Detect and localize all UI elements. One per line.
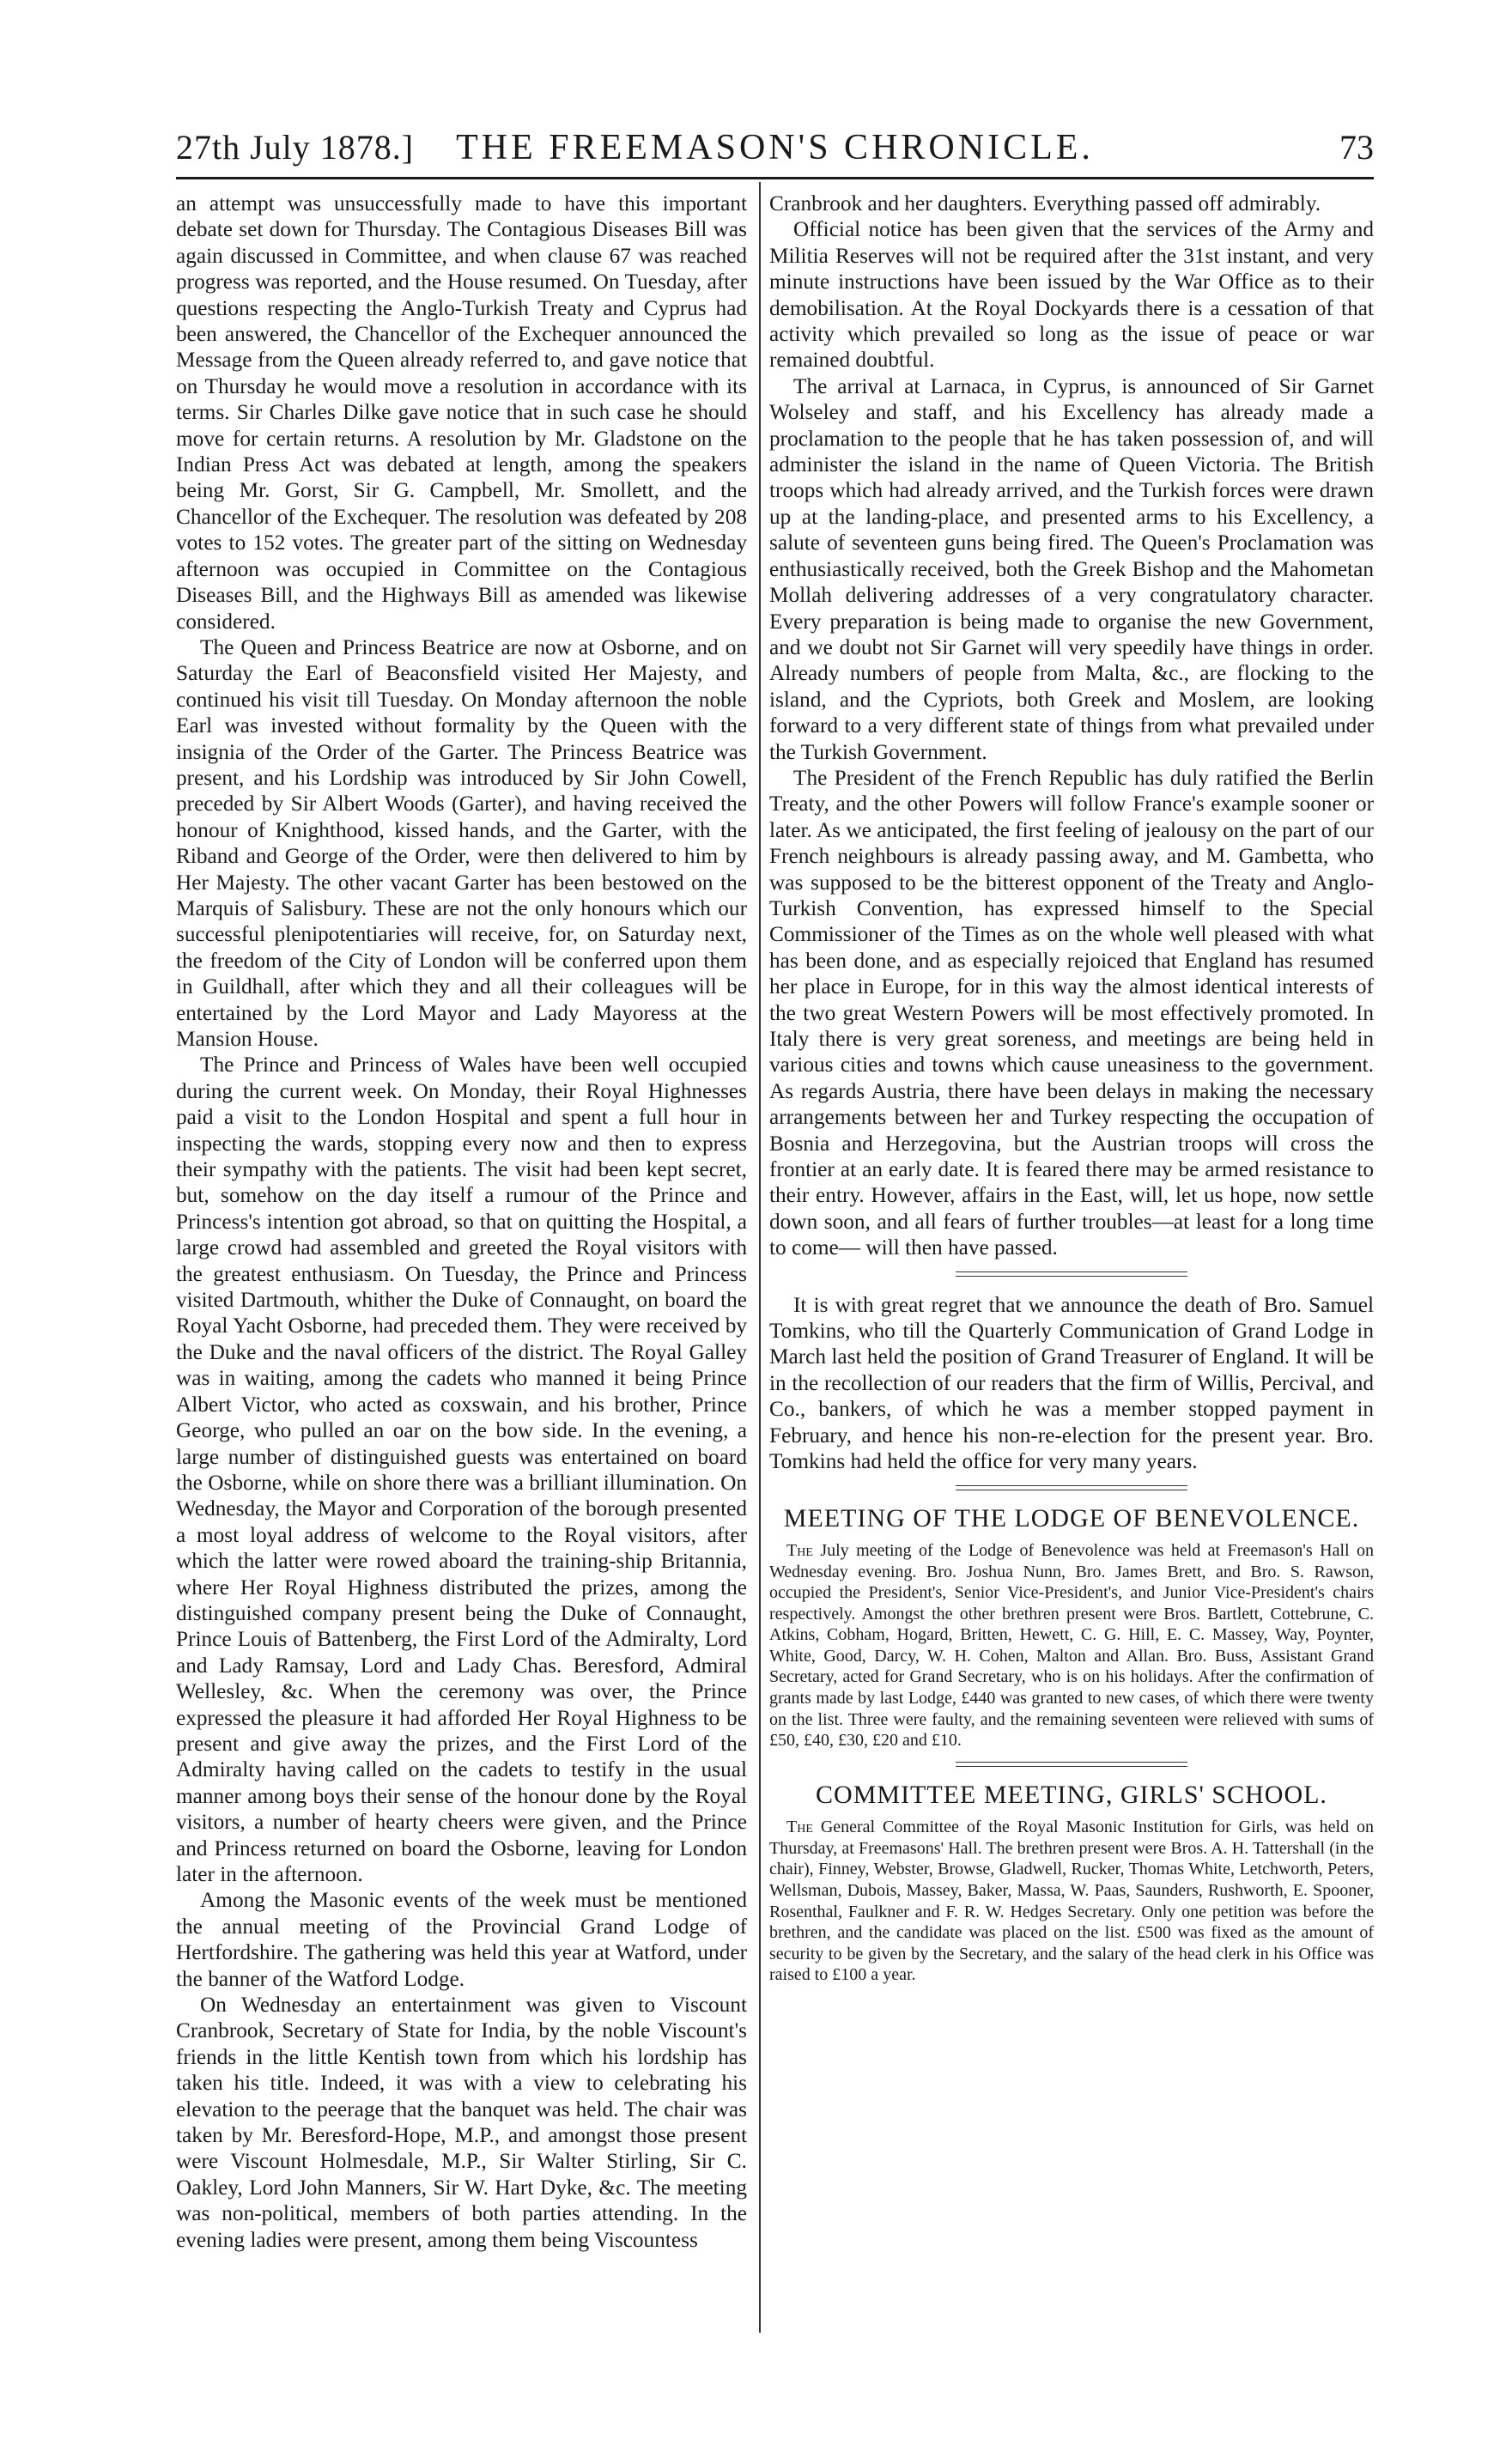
- report-body: July meeting of the Lodge of Benevolence was held at Freemason's Hall on Wednesday evening. Bro. Joshua Nunn, Bro. James Brett, and Bro. S. Rawson, occupied the President's, Senior Vice-President's, and Junior Vice-President's chairs respectively. Amongst the other brethren present were Bros. Bartlett, Cottebrune, C. Atkins, Cobham, Hogard, Britten, Hewett, C. G. Hill, E. C. Massey, Way, Poynter, White, Good, Darcy, W. H. Cohen, Malton and Allan. Bro. Buss, Assistant Grand Secretary, acted for Grand Secretary, who is on his holidays. After the confirmation of grants made by last Lodge, £440 was granted to new cases, of which there were twenty on the list. Three were faulty, and the remaining seventeen were relieved with sums of £50, £40, £30, £20 and £10.: [769, 1540, 1374, 1751]
- article-paragraph: an attempt was unsuccessfully made to have this important debate set down for Thursday. The Contagious Diseases Bill was again discussed in Committee, and when clause 67 was reached progress was reported, and the House resumed. On Tuesday, after questions respecting the Anglo-Turkish Treaty and Cyprus had been answered, the Chancellor of the Exchequer announced the Message from the Queen already referred to, and gave notice that on Thursday he would move a resolution in accordance with its terms. Sir Charles Dilke gave notice that in such case he should move for certain returns. A resolution by Mr. Gladstone on the Indian Press Act was debated at length, among the speakers being Mr. Gorst, Sir G. Campbell, Mr. Smollett, and the Chancellor of the Exchequer. The resolution was defeated by 208 votes to 152 votes. The greater part of the sitting on Wednesday afternoon was occupied in Committee on the Contagious Diseases Bill, and the Highways Bill as amended was likewise considered.: [176, 191, 747, 634]
- article-paragraph: The Queen and Princess Beatrice are now at Osborne, and on Saturday the Earl of Beaconsfield visited Her Majesty, and continued his visit till Tuesday. On Monday afternoon the noble Earl was invested without formality by the Queen with the insignia of the Order of the Garter. The Princess Beatrice was present, and his Lordship was introduced by Sir John Cowell, preceded by Sir Albert Woods (Garter), and having received the honour of Knighthood, kissed hands, and the Garter, with the Riband and George of the Order, were then delivered to him by Her Majesty. The other vacant Garter has been bestowed on the Marquis of Salisbury. These are not the only honours which our successful plenipotentiaries will receive, for, on Saturday next, the freedom of the City of London will be conferred upon them in Guildhall, after which they and all their colleagues will be entertained by the Lord Mayor and Lady Mayoress at the Mansion House.: [176, 634, 747, 1051]
- page-header: [176, 122, 1374, 173]
- column-rule: [759, 182, 761, 2333]
- right-column: [769, 191, 1374, 1986]
- article-paragraph: Among the Masonic events of the week must be mentioned the annual meeting of the Provincial Grand Lodge of Hertfordshire. The gathering was held this year at Watford, under the banner of the Watford Lodge.: [176, 1888, 747, 1991]
- benevolence-heading: MEETING OF THE LODGE OF BENEVOLENCE.: [783, 1503, 1360, 1532]
- article-paragraph: Official notice has been given that the services of the Army and Militia Reserves will not be required after the 31st instant, and very minute instructions have been issued by the War Office as to their demobilisation. At the Royal Dockyards there is a cessation of that activity which prevailed so long as the issue of peace or war remained doubtful.: [769, 217, 1374, 373]
- section-divider: [956, 1485, 1187, 1490]
- girls-school-heading: COMMITTEE MEETING, GIRLS' SCHOOL.: [816, 1780, 1327, 1809]
- article-paragraph: The Prince and Princess of Wales have been well occupied during the current week. On Monday, their Royal Highnesses paid a visit to the London Hospital and spent a full hour in inspecting the wards, stopping every now and then to express their sympathy with the patients. The visit had been kept secret, but, somehow on the day itself a rumour of the Prince and Princess's intention got abroad, so that on quitting the Hospital, a large crowd had assembled and greeted the Royal visitors with the greatest enthusiasm. On Tuesday, the Prince and Princess visited Dartmouth, whither the Duke of Connaught, on board the Royal Yacht Osborne, had preceded them. They were received by the Duke and the naval officers of the district. The Royal Galley was in waiting, among the cadets who manned it being Prince Albert Victor, who acted as coxswain, and his brother, Prince George, who pulled an oar on the bow side. In the evening, a large number of distinguished guests was entertained on board the Osborne, while on shore there was a brilliant illumination. On Wednesday, the Mayor and Corporation of the borough presented a most loyal address of welcome to the Royal visitors, after which the latter were rowed aboard the training-ship Britannia, where Her Royal Highness distributed the prizes, among the distinguished company present being the Duke of Connaught, Prince Louis of Battenberg, the First Lord of the Admiralty, Lord and Lady Ramsay, Lord and Lady Chas. Beresford, Admiral Wellesley, &c. When the ceremony was over, the Prince expressed the pleasure it had afforded Her Royal Highness to be present and give away the prizes, and the First Lord of the Admiralty having called on the cadets to testify in the usual manner among boys their sense of the honour done by the Royal visitors, a number of hearty cheers were given, and the Prince and Princess returned on board the Osborne, leaving for London later in the afternoon.: [176, 1053, 747, 1886]
- obituary-paragraph: It is with great regret that we announce the death of Bro. Samuel Tomkins, who till the Quarterly Communication of Grand Lodge in March last held the position of Grand Treasurer of England. It will be in the recollection of our readers that the firm of Willis, Percival, and Co., bankers, of which he was a member stopped payment in February, and hence his non-re-election for the present year. Bro. Tomkins had held the office for very many years.: [769, 1292, 1374, 1474]
- lead-word: The: [786, 1818, 813, 1837]
- left-column: [176, 191, 747, 2253]
- issue-date: 27th July 1878.]: [176, 128, 415, 167]
- article-paragraph: Cranbrook and her daughters. Everything passed off admirably.: [769, 191, 1321, 215]
- benevolence-report: [769, 1540, 1374, 1751]
- publication-title: THE FREEMASON'S CHRONICLE.: [456, 128, 1094, 167]
- article-paragraph: On Wednesday an entertainment was given to Viscount Cranbrook, Secretary of State for India, by the noble Viscount's friends in the little Kentish town from which his lordship has taken his title. Indeed, it was with a view to celebrating his elevation to the peerage that the banquet was held. The chair was taken by Mr. Beresford-Hope, M.P., and amongst those present were Viscount Holmesdale, M.P., Sir Walter Stirling, Sir C. Oakley, Lord John Manners, Sir W. Hart Dyke, &c. The meeting was non-political, members of both parties attending. In the evening ladies were present, among them being Viscountess: [176, 1993, 747, 2252]
- header-rule: [176, 177, 1374, 179]
- section-divider: [956, 1271, 1187, 1277]
- page-number: 73: [1339, 128, 1374, 167]
- lead-word: The: [786, 1540, 813, 1560]
- article-paragraph: The President of the French Republic has duly ratified the Berlin Treaty, and the other Powers will follow France's example sooner or later. As we anticipated, the first feeling of jealousy on the part of our French neighbours is already passing away, and M. Gambetta, who was supposed to be the bitterest opponent of the Treaty and Anglo-Turkish Convention, has expressed himself to the Special Commissioner of the Times as on the whole well pleased with what has been done, and as especially rejoiced that England has resumed her place in Europe, for in this way the almost identical interests of the two great Western Powers will be most effectively promoted. In Italy there is very great soreness, and meetings are being held in various cities and towns which cause uneasiness to the government. As regards Austria, there have been delays in making the necessary arrangements between her and Turkey respecting the occupation of Bosnia and Herzegovina, but the Austrian troops will cross the frontier at an early date. It is feared there may be armed resistance to their entry. However, affairs in the East, will, let us hope, now settle down soon, and all fears of further troubles—at least for a long time to come— will then have passed.: [769, 765, 1374, 1260]
- girls-school-report: [769, 1817, 1374, 1986]
- article-paragraph: The arrival at Larnaca, in Cyprus, is announced of Sir Garnet Wolseley and staff, and his Excellency has already made a proclamation to the people that he has taken possession of, and will administer the island in the name of Queen Victoria. The British troops which had already arrived, and the Turkish forces were drawn up at the landing-place, and presented arms to his Excellency, a salute of seventeen guns being fired. The Queen's Proclamation was enthusiastically received, both the Greek Bishop and the Mahometan Mollah delivering addresses of a very congratulatory character. Every preparation is being made to organise the new Government, and we doubt not Sir Garnet will very speedily have things in order. Already numbers of people from Malta, &c., are flocking to the island, and the Cypriots, both Greek and Moslem, are looking forward to a very different state of things from what prevailed under the Turkish Government.: [769, 373, 1374, 764]
- report-body: General Committee of the Royal Masonic Institution for Girls, was held on Thursday, at Freemasons' Hall. The brethren present were Bros. A. H. Tattershall (in the chair), Finney, Webster, Browse, Gladwell, Rucker, Thomas White, Letchworth, Peters, Wellsman, Dubois, Massey, Baker, Massa, W. Paas, Saunders, Rushworth, E. Spooner, Rosenthal, Faulkner and F. R. W. Hedges Secretary. Only one petition was before the brethren, and the candidate was placed on the list. £500 was fixed as the amount of security to be given by the Secretary, and the salary of the head clerk in his Office was raised to £100 a year.: [769, 1818, 1374, 1985]
- section-divider: [956, 1762, 1187, 1767]
